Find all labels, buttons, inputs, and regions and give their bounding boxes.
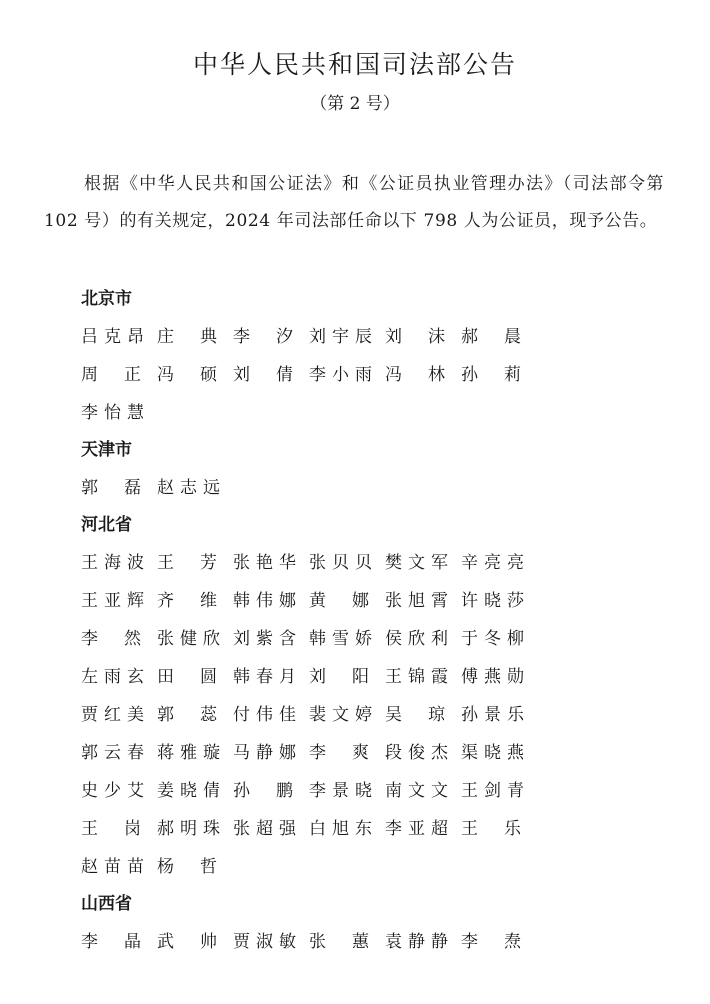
document-number: （第 2 号） <box>310 94 400 114</box>
appointee-name: 郝明珠 <box>157 819 220 839</box>
appointee-name: 付伟佳 <box>233 705 296 725</box>
appointee-name: 樊文军 <box>385 553 448 573</box>
appointee-name: 郝晨 <box>461 327 521 347</box>
appointee-name: 郭云春 <box>81 743 144 763</box>
appointee-name: 王亚辉 <box>81 591 144 611</box>
region-section <box>81 507 641 886</box>
appointee-name: 李怡慧 <box>81 403 144 423</box>
appointee-name: 南文文 <box>385 781 448 801</box>
intro-paragraph: 根据《中华人民共和国公证法》和《公证员执业管理办法》（司法部令第 102 号）的有关规定，2024 年司法部任命以下 798 人为公证员，现予公告。 <box>44 174 664 231</box>
appointee-name: 张健欣 <box>157 629 220 649</box>
name-list <box>81 318 551 432</box>
appointee-name: 李焘 <box>461 932 521 952</box>
region-section <box>81 432 641 507</box>
appointee-name: 刘沫 <box>385 327 445 347</box>
appointee-name: 傅燕勋 <box>461 667 524 687</box>
appointee-name: 吕克昂 <box>81 327 144 347</box>
name-list <box>81 469 551 507</box>
appointee-list <box>81 281 641 961</box>
appointee-name: 许晓莎 <box>461 591 524 611</box>
region-heading: 山西省 <box>81 894 132 914</box>
appointee-name: 田圆 <box>157 667 217 687</box>
appointee-name: 裴文婷 <box>309 705 372 725</box>
name-list <box>81 923 551 961</box>
appointee-name: 孙景乐 <box>461 705 524 725</box>
appointee-name: 刘倩 <box>233 365 293 385</box>
appointee-name: 郭蕊 <box>157 705 217 725</box>
appointee-name: 王锦霞 <box>385 667 448 687</box>
appointee-name: 蒋雅璇 <box>157 743 220 763</box>
appointee-name: 王海波 <box>81 553 144 573</box>
appointee-name: 辛亮亮 <box>461 553 524 573</box>
appointee-name: 李晶 <box>81 932 141 952</box>
appointee-name: 韩伟娜 <box>233 591 296 611</box>
appointee-name: 张艳华 <box>233 553 296 573</box>
appointee-name: 杨哲 <box>157 857 217 877</box>
appointee-name: 刘宇辰 <box>309 327 372 347</box>
appointee-name: 王剑青 <box>461 781 524 801</box>
appointee-name: 史少艾 <box>81 781 144 801</box>
appointee-name: 冯林 <box>385 365 445 385</box>
appointee-name: 白旭东 <box>309 819 372 839</box>
region-section <box>81 281 641 432</box>
appointee-name: 刘紫含 <box>233 629 296 649</box>
appointee-name: 姜晓倩 <box>157 781 220 801</box>
appointee-name: 贾红美 <box>81 705 144 725</box>
region-heading: 北京市 <box>81 289 132 309</box>
appointee-name: 张贝贝 <box>309 553 372 573</box>
appointee-name: 王乐 <box>461 819 521 839</box>
appointee-name: 侯欣利 <box>385 629 448 649</box>
region-heading: 河北省 <box>81 515 132 535</box>
appointee-name: 赵志远 <box>157 478 220 498</box>
appointee-name: 黄娜 <box>309 591 369 611</box>
appointee-name: 于冬柳 <box>461 629 524 649</box>
appointee-name: 武帅 <box>157 932 217 952</box>
appointee-name: 张蕙 <box>309 932 369 952</box>
appointee-name: 孙鹏 <box>233 781 293 801</box>
appointee-name: 韩春月 <box>233 667 296 687</box>
appointee-name: 渠晓燕 <box>461 743 524 763</box>
appointee-name: 齐维 <box>157 591 217 611</box>
appointee-name: 左雨玄 <box>81 667 144 687</box>
appointee-name: 赵苗苗 <box>81 857 144 877</box>
appointee-name: 冯硕 <box>157 365 217 385</box>
appointee-name: 段俊杰 <box>385 743 448 763</box>
appointee-name: 李爽 <box>309 743 369 763</box>
appointee-name: 马静娜 <box>233 743 296 763</box>
appointee-name: 吴琼 <box>385 705 445 725</box>
appointee-name: 李景晓 <box>309 781 372 801</box>
appointee-name: 刘阳 <box>309 667 369 687</box>
appointee-name: 王岗 <box>81 819 141 839</box>
appointee-name: 王芳 <box>157 553 217 573</box>
appointee-name: 周正 <box>81 365 141 385</box>
appointee-name: 庄典 <box>157 327 217 347</box>
appointee-name: 韩雪娇 <box>309 629 372 649</box>
appointee-name: 李小雨 <box>309 365 372 385</box>
appointee-name: 李汐 <box>233 327 293 347</box>
name-list <box>81 544 551 886</box>
appointee-name: 袁静静 <box>385 932 448 952</box>
document-title: 中华人民共和国司法部公告 <box>192 50 517 79</box>
appointee-name: 贾淑敏 <box>233 932 296 952</box>
region-section <box>81 886 641 961</box>
appointee-name: 李然 <box>81 629 141 649</box>
appointee-name: 李亚超 <box>385 819 448 839</box>
appointee-name: 张旭霄 <box>385 591 448 611</box>
appointee-name: 孙莉 <box>461 365 521 385</box>
region-heading: 天津市 <box>81 440 132 460</box>
appointee-name: 郭磊 <box>81 478 141 498</box>
appointee-name: 张超强 <box>233 819 296 839</box>
